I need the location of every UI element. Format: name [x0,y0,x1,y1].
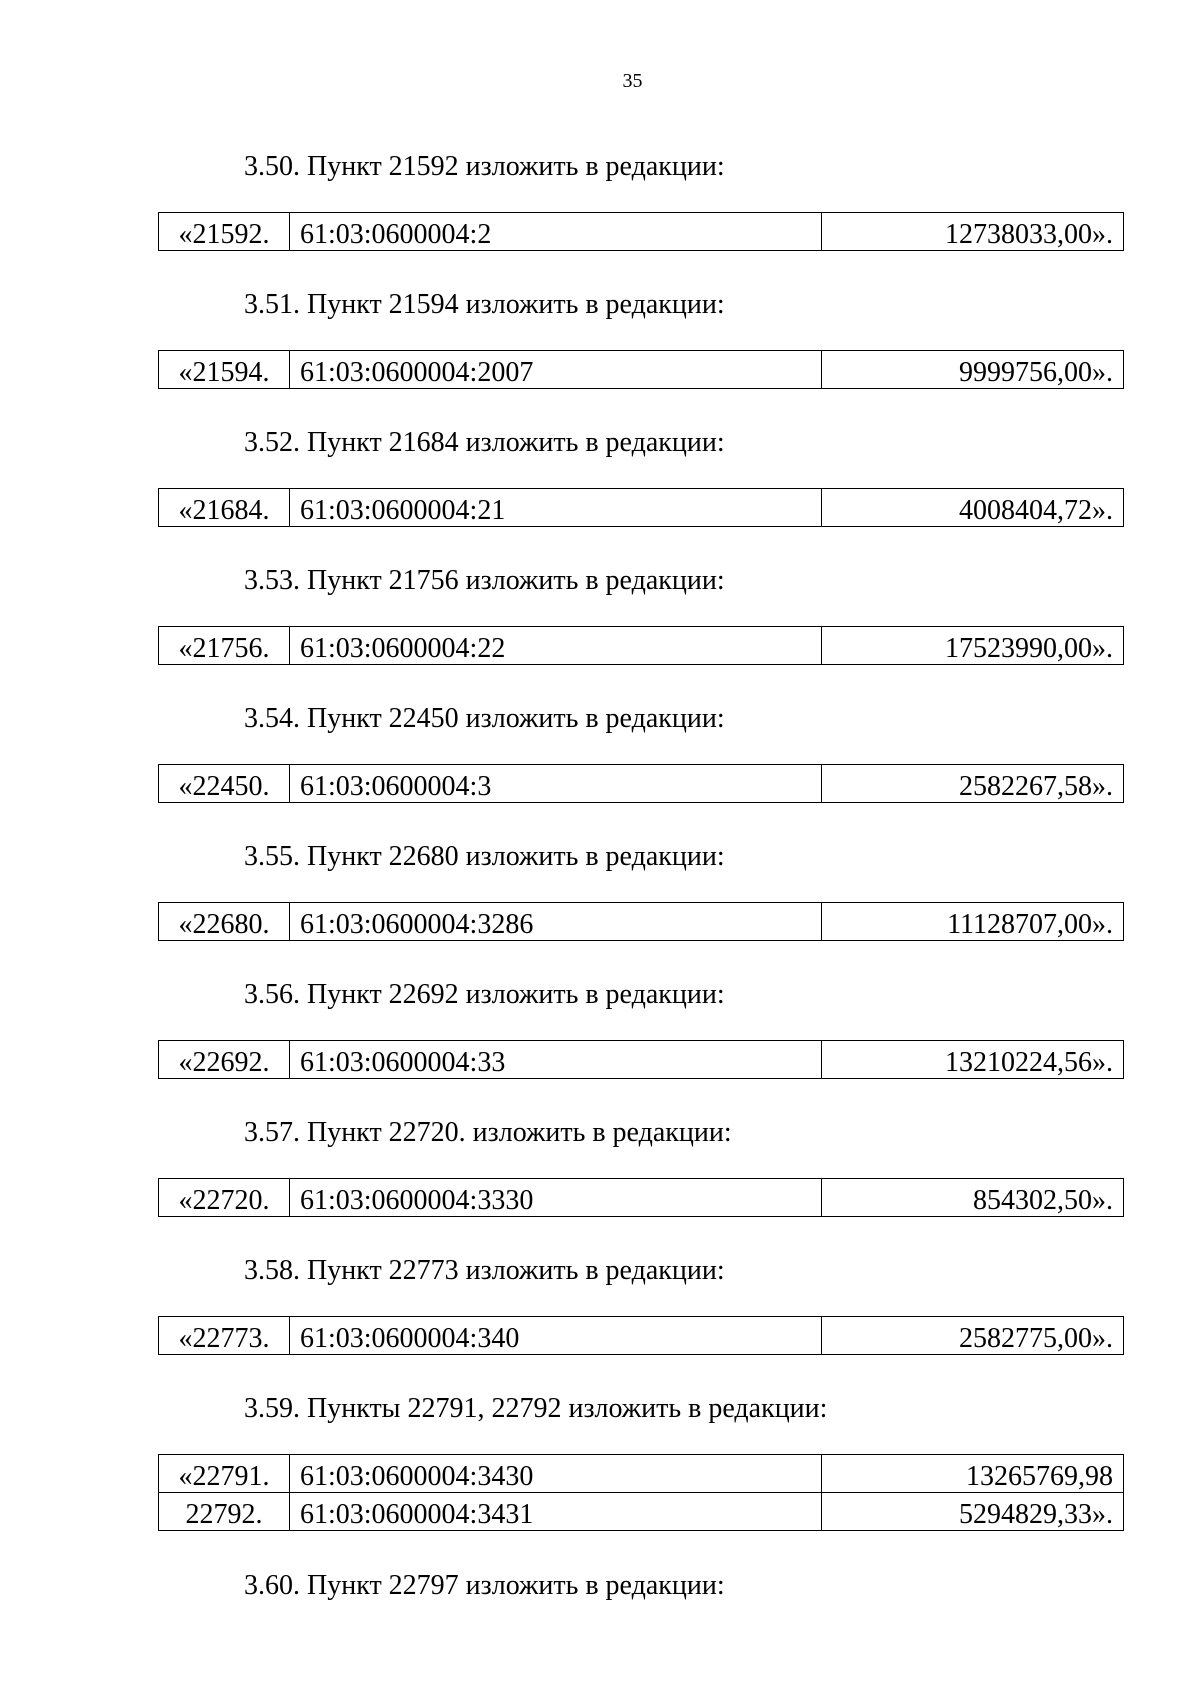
section-heading: 3.60. Пункт 22797 изложить в редакции: [244,1570,725,1601]
section-heading: 3.59. Пункты 22791, 22792 изложить в редакции: [244,1393,828,1424]
data-table [158,1454,1124,1531]
section-heading: 3.51. Пункт 21594 изложить в редакции: [244,289,725,320]
section-heading: 3.58. Пункт 22773 изложить в редакции: [244,1255,725,1286]
section-3-53 [158,564,1124,664]
value-cell: 2582775,00». [822,1317,1124,1355]
section-3-51 [158,288,1124,388]
item-number-cell: «22720. [159,1179,290,1217]
value-cell: 854302,50». [822,1179,1124,1217]
data-table [158,1178,1124,1217]
data-table [158,488,1124,527]
section-heading: 3.56. Пункт 22692 изложить в редакции: [244,979,725,1010]
data-table [158,626,1124,665]
table-row [159,765,1124,803]
value-cell: 4008404,72». [822,489,1124,527]
table-row [159,903,1124,941]
section-heading: 3.52. Пункт 21684 изложить в редакции: [244,427,725,458]
item-number-cell: «22692. [159,1041,290,1079]
section-3-54 [158,702,1124,802]
table-row [159,627,1124,665]
item-number-cell: 22792. [159,1493,290,1531]
data-table [158,212,1124,251]
section-3-56 [158,978,1124,1078]
section-heading: 3.50. Пункт 21592 изложить в редакции: [244,151,725,182]
value-cell: 13265769,98 [822,1455,1124,1493]
cadastral-number-cell: 61:03:0600004:3430 [290,1455,822,1493]
cadastral-number-cell: 61:03:0600004:2 [290,213,822,251]
table-row [159,1317,1124,1355]
page-number: 35 [622,70,643,92]
table-row [159,1041,1124,1079]
section-3-59 [158,1392,1124,1530]
table-row [159,1493,1124,1531]
section-3-52 [158,426,1124,526]
item-number-cell: «22680. [159,903,290,941]
cadastral-number-cell: 61:03:0600004:3 [290,765,822,803]
item-number-cell: «22773. [159,1317,290,1355]
value-cell: 11128707,00». [822,903,1124,941]
section-3-57 [158,1116,1124,1216]
cadastral-number-cell: 61:03:0600004:3330 [290,1179,822,1217]
section-3-58 [158,1254,1124,1354]
value-cell: 12738033,00». [822,213,1124,251]
section-heading: 3.57. Пункт 22720. изложить в редакции: [244,1117,732,1148]
section-3-60 [158,1569,1124,1603]
data-table [158,764,1124,803]
cadastral-number-cell: 61:03:0600004:22 [290,627,822,665]
value-cell: 17523990,00». [822,627,1124,665]
item-number-cell: «22791. [159,1455,290,1493]
data-table [158,1316,1124,1355]
data-table [158,902,1124,941]
table-row [159,1179,1124,1217]
item-number-cell: «21594. [159,351,290,389]
cadastral-number-cell: 61:03:0600004:340 [290,1317,822,1355]
table-row [159,489,1124,527]
cadastral-number-cell: 61:03:0600004:3431 [290,1493,822,1531]
item-number-cell: «21592. [159,213,290,251]
section-3-50 [158,150,1124,250]
value-cell: 9999756,00». [822,351,1124,389]
data-table [158,350,1124,389]
section-heading: 3.54. Пункт 22450 изложить в редакции: [244,703,725,734]
cadastral-number-cell: 61:03:0600004:21 [290,489,822,527]
value-cell: 5294829,33». [822,1493,1124,1531]
item-number-cell: «21756. [159,627,290,665]
item-number-cell: «22450. [159,765,290,803]
value-cell: 2582267,58». [822,765,1124,803]
section-3-55 [158,840,1124,940]
item-number-cell: «21684. [159,489,290,527]
table-row [159,351,1124,389]
table-row [159,1455,1124,1493]
cadastral-number-cell: 61:03:0600004:3286 [290,903,822,941]
section-heading: 3.55. Пункт 22680 изложить в редакции: [244,841,725,872]
section-heading: 3.53. Пункт 21756 изложить в редакции: [244,565,725,596]
cadastral-number-cell: 61:03:0600004:33 [290,1041,822,1079]
table-row [159,213,1124,251]
data-table [158,1040,1124,1079]
cadastral-number-cell: 61:03:0600004:2007 [290,351,822,389]
value-cell: 13210224,56». [822,1041,1124,1079]
